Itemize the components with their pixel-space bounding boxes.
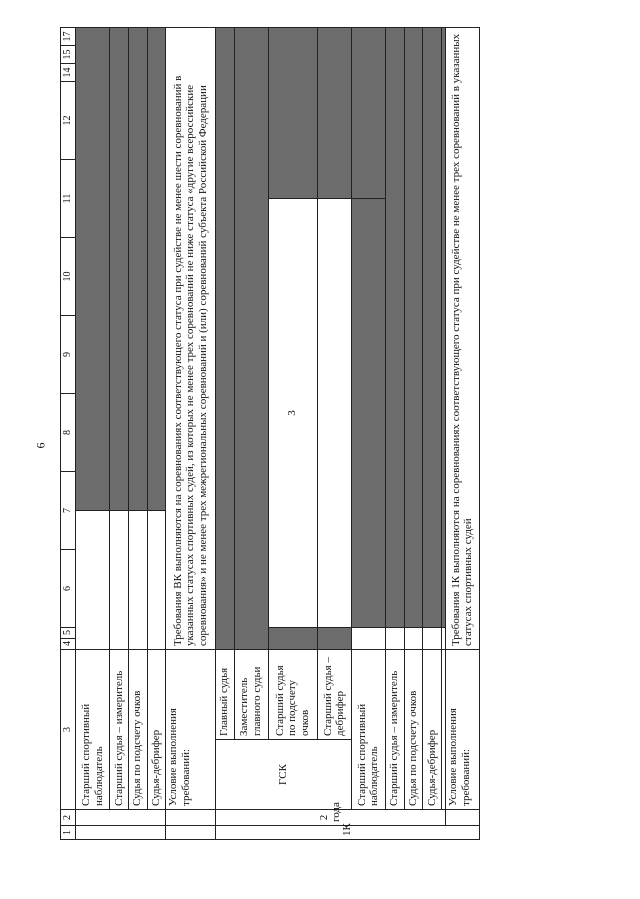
- shaded-cell: [317, 27, 351, 198]
- table-row: [76, 27, 110, 839]
- col-header: 14: [61, 63, 76, 81]
- position-cell: Старший судья – дебрифер: [317, 650, 351, 740]
- position-cell: Главный судья: [215, 650, 234, 740]
- table-row: [423, 27, 442, 839]
- shaded-cell: [234, 27, 268, 649]
- shaded-cell: [147, 27, 166, 510]
- shaded-cell: [423, 27, 442, 627]
- col-header: 3: [61, 650, 76, 810]
- position-cell: Старший судья – измеритель: [385, 650, 404, 810]
- table-row: [147, 27, 166, 839]
- table-row: [385, 27, 404, 839]
- shaded-cell: [76, 27, 110, 510]
- requirement-text: Требования 1К выполняются на соревнованиях соответствующего статуса при судействе не менее трех соревнований в указанных статусах спортивных судей: [445, 27, 479, 649]
- shaded-cell: [110, 27, 129, 510]
- table-row: [234, 27, 268, 839]
- table-row: [404, 27, 423, 839]
- col-header: 11: [61, 159, 76, 237]
- requirements-table: [60, 27, 480, 840]
- condition-row: [166, 27, 215, 839]
- table-row: [317, 27, 351, 839]
- rank-label: 1К: [215, 826, 479, 840]
- col-header: 4: [61, 639, 76, 650]
- col-header: 6: [61, 550, 76, 628]
- col-header: 15: [61, 45, 76, 63]
- shaded-cell: [268, 27, 317, 198]
- condition-label: Условие выполнения требований:: [166, 650, 215, 810]
- shaded-cell: [215, 27, 234, 649]
- gsk-label: ГСК: [215, 740, 351, 810]
- duration-label: 2 года: [215, 810, 445, 826]
- col-header: 8: [61, 394, 76, 472]
- position-cell: Старший спортивный наблюдатель: [76, 650, 110, 810]
- shaded-cell: [268, 628, 317, 650]
- requirement-text: Требования ВК выполняются на соревнованиях соответствующего статуса при судействе не менее шести соревнований в указанных статусах спортивных судей, из которых не менее трех соревнований не ниже статуса «другие всероссийские соревнования» и не менее трех межрегиональных соревнований и (или) соревнований субъекта Российской Федерации: [166, 27, 215, 649]
- col-header: 5: [61, 628, 76, 639]
- header-row: [61, 27, 76, 839]
- position-cell: Старший судья – измеритель: [110, 650, 129, 810]
- col-header: 12: [61, 81, 76, 159]
- table-row: [128, 27, 147, 839]
- rotated-table-area: [60, 31, 480, 840]
- position-cell: Старший судья по подсчету очков: [268, 650, 317, 740]
- table-row: [351, 27, 385, 839]
- position-cell: Судья по подсчету очков: [404, 650, 423, 810]
- position-cell: Старший спортивный наблюдатель: [351, 650, 385, 810]
- shaded-cell: [351, 199, 385, 628]
- position-cell: Судья-дебрифер: [423, 650, 442, 810]
- shaded-cell: [317, 628, 351, 650]
- position-cell: Заместитель главного судьи: [234, 650, 268, 740]
- position-cell: Судья по подсчету очков: [128, 650, 147, 810]
- col-header: 10: [61, 238, 76, 316]
- gap-number: 3: [268, 199, 317, 628]
- position-cell: Судья-дебрифер: [147, 650, 166, 810]
- col-header: 7: [61, 472, 76, 550]
- table-row: [215, 27, 234, 839]
- col-header: 1: [61, 826, 76, 840]
- shaded-cell: [351, 27, 385, 198]
- col-header: 2: [61, 810, 76, 826]
- condition-row: [445, 27, 479, 839]
- col-header: 9: [61, 316, 76, 394]
- shaded-cell: [128, 27, 147, 510]
- shaded-cell: [385, 27, 404, 627]
- condition-label: Условие выполнения требований:: [445, 650, 479, 810]
- shaded-cell: [404, 27, 423, 627]
- table-row: [268, 27, 317, 839]
- table-row: [110, 27, 129, 839]
- page-number: 6: [33, 442, 48, 449]
- col-header: 17: [61, 27, 76, 45]
